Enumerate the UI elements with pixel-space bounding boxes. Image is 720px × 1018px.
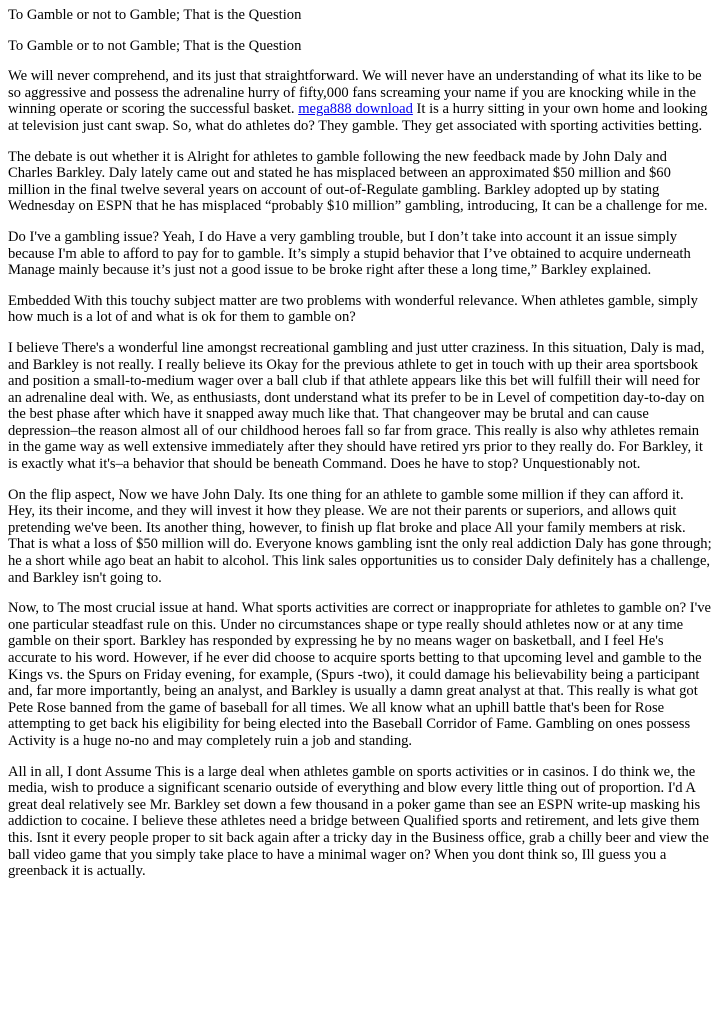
paragraph-3: Do I've a gambling issue? Yeah, I do Have a very gambling trouble, but I don’t take into account it an issue simply because I'm able to afford to pay for to gamble. It’s simply a stupid behavior that I’ve obtained to acquire underneath Manage mainly because it’s just not a good issue to be broke right after these a long time,” Barkley explained. [8, 228, 691, 279]
paragraph-1-text-before: We will never comprehend, and its just that straightforward. We will never have an understanding of what its like to be so aggressive and possess the adrenaline hurry of fifty,000 fans screaming your name if you are knocking while in the winning operate or scoring the successful basket. [8, 68, 702, 118]
paragraph-6: On the flip aspect, Now we have John Daly. Its one thing for an athlete to gamble some million if they can afford it. Hey, its their income, and they will invest it how they please. We are not their parents or superiors, and allows quit pretending we've been. Its another thing, however, to finish up flat broke and place All your family members at risk. That is what a loss of $50 million will do. Everyone knows gambling isnt the only real addiction Daly has gone through; he a short while ago beat an habit to alcohol. This link sales opportunities us to consider Daly definitely has a challenge, and Barkley isn't going to. [8, 486, 712, 586]
paragraph-7: Now, to The most crucial issue at hand. What sports activities are correct or inappropriate for athletes to gamble on? I've one particular steadfast rule on this. Under no circumstances shape or type really should athletes now or at any time gamble on their sport. Barkley has responded by expressing he by no means wager on basketball, and I feel He's accurate to his word. However, if he ever did choose to acquire sports betting to that upcoming level and gamble to the Kings vs. the Spurs on Friday evening, for example, (Spurs -two), it could damage his believability being a participant and, far more importantly, being an analyst, and Barkley is usually a damn great analyst at that. This really is what got Pete Rose banned from the game of baseball for all times. We all know what an uphill battle that's been for Rose attempting to get back his eligibility for being elected into the Baseball Corridor of Fame. Gambling on ones possess Activity is a huge no-no and may completely ruin a job and standing. [8, 600, 712, 749]
article-subtitle: To Gamble or to not Gamble; That is the Question [8, 37, 302, 54]
page-title: To Gamble or not to Gamble; That is the Question [8, 7, 302, 23]
paragraph-2: The debate is out whether it is Alright for athletes to gamble following the new feedback made by John Daly and Charles Barkley. Daly lately came out and stated he has misplaced between an approximated $50 million and $60 million in the final twelve several years on account of out-of-Regulate gambling. Barkley adopted up by stating Wednesday on ESPN that he has misplaced “probably $10 million” gambling, introducing, It can be a challenge for me. [8, 148, 708, 215]
paragraph-4: Embedded With this touchy subject matter are two problems with wonderful relevance. When athletes gamble, simply how much is a lot of and what is ok for them to gamble on? [8, 292, 698, 326]
paragraph-8: All in all, I dont Assume This is a large deal when athletes gamble on sports activities or in casinos. I do think we, the media, wish to produce a significant scenario outside of everything and blow every little thing out of proportion. I'd A great deal relatively see Mr. Barkley set down a few thousand in a poker game than see an ESPN write-up masking his addiction to cocaine. I believe these athletes need a bridge between Qualified sports and retirement, and lets give them this. Isnt it every people proper to sit back again after a tricky day in the Business office, grab a chilly beer and view the ball video game that you simply take place to have a minimal wager on? When you dont think so, Ill guess you a greenback it is actually. [8, 763, 709, 880]
paragraph-5: I believe There's a wonderful line amongst recreational gambling and just utter craziness. In this situation, Daly is mad, and Barkley is not really. I really believe its Okay for the previous athlete to get in touch with up their area sportsbook and position a small-to-medium wager over a ball club if that athlete appears like this bet will fulfill their will need for an adrenaline deal with. We, as enthusiasts, dont understand what its prefer to be in Level of competition day-to-day on the best phase after which have it snapped away much like that. That changeover may be brutal and can cause depression–the reason almost all of our childhood heroes fall so far from grace. This really is also why athletes remain in the game way as well extensive immediately after they should have retired yrs prior to they really do. For Barkley, it is exactly what it's–a behavior that should be beneath Command. Does he have to stop? Unquestionably not. [8, 339, 705, 473]
mega888-download-link[interactable]: mega888 download [298, 101, 413, 118]
paragraph-1-text-after: It is a hurry sitting in your own home and looking at television just cant swap. So, what do athletes do? They gamble. They get associated with sporting activities betting. [8, 101, 708, 134]
paragraph-1 [8, 68, 712, 134]
